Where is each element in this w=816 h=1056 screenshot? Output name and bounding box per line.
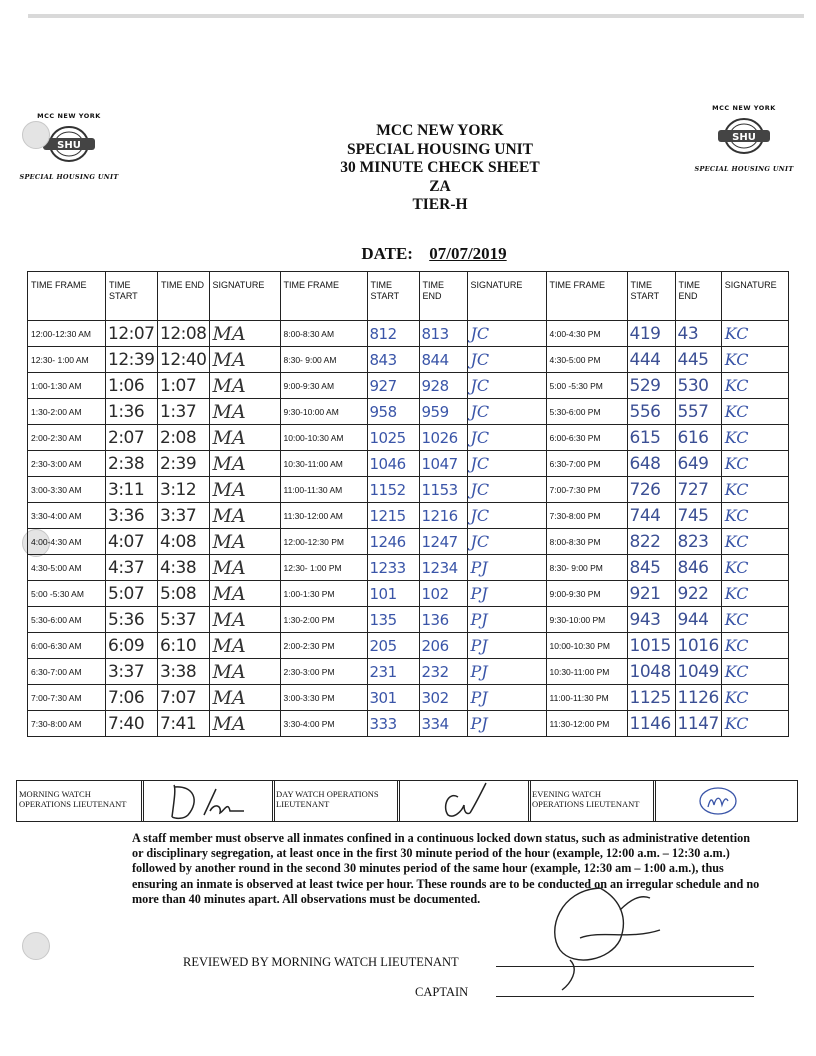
signature-cell: MA xyxy=(209,399,280,425)
time-frame-cell: 10:00-10:30 PM xyxy=(546,633,627,659)
signature-cell: JC xyxy=(467,347,546,373)
signature-cell: JC xyxy=(467,529,546,555)
time-end-cell: 5:08 xyxy=(158,581,210,607)
time-end-cell: 557 xyxy=(675,399,721,425)
time-start-cell: 822 xyxy=(627,529,675,555)
time-frame-cell: 12:00-12:30 AM xyxy=(28,321,106,347)
time-end-cell: 928 xyxy=(419,373,467,399)
day-lieutenant-label: DAY WATCH OPERATIONS LIEUTENANT xyxy=(276,789,379,809)
table-row xyxy=(28,399,789,425)
signature-cell: JC xyxy=(467,399,546,425)
time-end-cell: 616 xyxy=(675,425,721,451)
time-start-cell: 3:36 xyxy=(106,503,158,529)
table-row xyxy=(28,451,789,477)
column-header: SIGNATURE xyxy=(209,272,280,321)
time-start-cell: 726 xyxy=(627,477,675,503)
signature-cell: PJ xyxy=(467,659,546,685)
signature-cell: MA xyxy=(209,607,280,633)
time-start-cell: 333 xyxy=(367,711,419,737)
time-start-cell: 615 xyxy=(627,425,675,451)
signature-cell: MA xyxy=(209,321,280,347)
shu-logo-right xyxy=(689,104,799,173)
time-end-cell: 334 xyxy=(419,711,467,737)
time-end-cell: 302 xyxy=(419,685,467,711)
time-start-cell: 2:38 xyxy=(106,451,158,477)
time-start-cell: 1152 xyxy=(367,477,419,503)
time-end-cell: 1247 xyxy=(419,529,467,555)
column-header: TIME START xyxy=(367,272,419,321)
time-start-cell: 5:36 xyxy=(106,607,158,633)
column-header: TIME START xyxy=(627,272,675,321)
time-frame-cell: 4:30-5:00 AM xyxy=(28,555,106,581)
date-value: 07/07/2019 xyxy=(429,244,507,263)
time-frame-cell: 11:30-12:00 PM xyxy=(546,711,627,737)
time-end-cell: 4:08 xyxy=(158,529,210,555)
time-frame-cell: 1:00-1:30 PM xyxy=(280,581,367,607)
lieutenant-signoff-box xyxy=(16,780,798,822)
table-row xyxy=(28,581,789,607)
table-row xyxy=(28,685,789,711)
signature-cell: KC xyxy=(721,399,788,425)
table-row xyxy=(28,633,789,659)
column-header: TIME END xyxy=(675,272,721,321)
evening-lieutenant-label: EVENING WATCH OPERATIONS LIEUTENANT xyxy=(532,789,640,809)
signature-cell: JC xyxy=(467,321,546,347)
signature-cell: KC xyxy=(721,581,788,607)
shu-seal-icon xyxy=(715,115,773,157)
time-end-cell: 649 xyxy=(675,451,721,477)
reviewer-signature-mark xyxy=(540,880,670,1000)
time-end-cell: 102 xyxy=(419,581,467,607)
time-end-cell: 1016 xyxy=(675,633,721,659)
time-start-cell: 648 xyxy=(627,451,675,477)
table-row xyxy=(28,555,789,581)
time-frame-cell: 6:30-7:00 AM xyxy=(28,659,106,685)
signature-cell: MA xyxy=(209,477,280,503)
time-frame-cell: 9:00-9:30 AM xyxy=(280,373,367,399)
signature-cell: KC xyxy=(721,633,788,659)
time-start-cell: 1048 xyxy=(627,659,675,685)
time-start-cell: 1046 xyxy=(367,451,419,477)
evening-signature-mark xyxy=(656,781,784,821)
time-end-cell: 959 xyxy=(419,399,467,425)
signature-cell: KC xyxy=(721,477,788,503)
time-end-cell: 7:07 xyxy=(158,685,210,711)
time-end-cell: 7:41 xyxy=(158,711,210,737)
time-start-cell: 6:09 xyxy=(106,633,158,659)
signature-cell: PJ xyxy=(467,633,546,659)
signature-cell: KC xyxy=(721,373,788,399)
time-end-cell: 1026 xyxy=(419,425,467,451)
time-start-cell: 843 xyxy=(367,347,419,373)
title-line: ZA xyxy=(429,177,451,195)
time-start-cell: 744 xyxy=(627,503,675,529)
signature-cell: KC xyxy=(721,347,788,373)
time-end-cell: 1:07 xyxy=(158,373,210,399)
time-start-cell: 4:07 xyxy=(106,529,158,555)
title-line: SPECIAL HOUSING UNIT xyxy=(346,140,534,158)
logo-center-text: SHU xyxy=(57,140,81,151)
table-row xyxy=(28,347,789,373)
table-header-row xyxy=(28,272,789,321)
signature-cell: MA xyxy=(209,503,280,529)
table-row xyxy=(28,321,789,347)
table-row xyxy=(28,711,789,737)
signature-cell: MA xyxy=(209,633,280,659)
time-end-cell: 136 xyxy=(419,607,467,633)
time-start-cell: 1125 xyxy=(627,685,675,711)
time-end-cell: 3:38 xyxy=(158,659,210,685)
time-frame-cell: 3:30-4:00 PM xyxy=(280,711,367,737)
time-end-cell: 3:12 xyxy=(158,477,210,503)
time-end-cell: 1234 xyxy=(419,555,467,581)
evening-lieutenant-signature-box xyxy=(653,781,792,821)
column-header: TIME START xyxy=(106,272,158,321)
signature-cell: JC xyxy=(467,503,546,529)
time-frame-cell: 8:30- 9:00 AM xyxy=(280,347,367,373)
time-frame-cell: 9:00-9:30 PM xyxy=(546,581,627,607)
time-start-cell: 3:11 xyxy=(106,477,158,503)
signature-cell: MA xyxy=(209,451,280,477)
day-lieutenant-signature-box xyxy=(397,781,531,821)
time-end-cell: 813 xyxy=(419,321,467,347)
time-start-cell: 812 xyxy=(367,321,419,347)
time-frame-cell: 11:00-11:30 PM xyxy=(546,685,627,711)
time-start-cell: 1025 xyxy=(367,425,419,451)
column-header: TIME FRAME xyxy=(280,272,367,321)
signature-cell: KC xyxy=(721,711,788,737)
signature-cell: KC xyxy=(721,451,788,477)
time-end-cell: 2:08 xyxy=(158,425,210,451)
time-frame-cell: 6:30-7:00 PM xyxy=(546,451,627,477)
instructions-paragraph: A staff member must observe all inmates confined in a continuous locked down status, such as administrative detention or disciplinary segregation, at least once in the first 30 minute period of the hour (example, 12:00 a.m. – 12:30 a.m.) followed by another round in the second 30 minutes period of the same hour (example, 12:30 am – 1:00 a.m.), thus ensuring an inmate is observed at least twice per hour. These rounds are to be conducted on an irregular schedule and no more than 40 minutes apart. All observations must be documented. xyxy=(132,831,760,906)
time-end-cell: 1153 xyxy=(419,477,467,503)
time-start-cell: 958 xyxy=(367,399,419,425)
table-row xyxy=(28,477,789,503)
table-body xyxy=(28,321,789,737)
time-frame-cell: 8:30- 9:00 PM xyxy=(546,555,627,581)
time-frame-cell: 5:30-6:00 PM xyxy=(546,399,627,425)
signature-cell: KC xyxy=(721,529,788,555)
time-end-cell: 530 xyxy=(675,373,721,399)
title-line: MCC NEW YORK xyxy=(376,122,504,139)
column-header: SIGNATURE xyxy=(721,272,788,321)
signature-cell: MA xyxy=(209,685,280,711)
time-frame-cell: 10:00-10:30 AM xyxy=(280,425,367,451)
punch-hole xyxy=(22,932,50,960)
time-start-cell: 4:37 xyxy=(106,555,158,581)
time-end-cell: 1147 xyxy=(675,711,721,737)
time-start-cell: 921 xyxy=(627,581,675,607)
signature-cell: KC xyxy=(721,555,788,581)
time-frame-cell: 4:30-5:00 PM xyxy=(546,347,627,373)
time-end-cell: 1126 xyxy=(675,685,721,711)
signature-cell: KC xyxy=(721,659,788,685)
signature-cell: KC xyxy=(721,607,788,633)
time-frame-cell: 5:30-6:00 AM xyxy=(28,607,106,633)
morning-signature-mark xyxy=(144,781,272,821)
signature-cell: PJ xyxy=(467,685,546,711)
signature-cell: KC xyxy=(721,321,788,347)
time-frame-cell: 2:00-2:30 AM xyxy=(28,425,106,451)
signature-cell: JC xyxy=(467,373,546,399)
signature-cell: MA xyxy=(209,373,280,399)
signature-cell: PJ xyxy=(467,581,546,607)
reviewed-by-label: REVIEWED BY MORNING WATCH LIEUTENANT xyxy=(183,955,459,969)
time-end-cell: 1:37 xyxy=(158,399,210,425)
time-frame-cell: 7:00-7:30 AM xyxy=(28,685,106,711)
morning-lieutenant-signature-box xyxy=(141,781,275,821)
column-header: TIME END xyxy=(419,272,467,321)
time-start-cell: 1233 xyxy=(367,555,419,581)
signature-cell: MA xyxy=(209,347,280,373)
check-table xyxy=(27,271,789,737)
time-start-cell: 135 xyxy=(367,607,419,633)
title-line: 30 MINUTE CHECK SHEET xyxy=(340,159,540,176)
time-frame-cell: 6:00-6:30 PM xyxy=(546,425,627,451)
time-end-cell: 445 xyxy=(675,347,721,373)
time-frame-cell: 11:30-12:00 AM xyxy=(280,503,367,529)
time-start-cell: 1246 xyxy=(367,529,419,555)
time-start-cell: 529 xyxy=(627,373,675,399)
time-start-cell: 301 xyxy=(367,685,419,711)
time-frame-cell: 12:30- 1:00 AM xyxy=(28,347,106,373)
time-end-cell: 1216 xyxy=(419,503,467,529)
time-end-cell: 2:39 xyxy=(158,451,210,477)
time-frame-cell: 7:30-8:00 AM xyxy=(28,711,106,737)
time-frame-cell: 8:00-8:30 PM xyxy=(546,529,627,555)
signature-cell: MA xyxy=(209,659,280,685)
time-frame-cell: 7:00-7:30 PM xyxy=(546,477,627,503)
morning-lieutenant-label: MORNING WATCH OPERATIONS LIEUTENANT xyxy=(19,789,127,809)
time-end-cell: 4:38 xyxy=(158,555,210,581)
time-start-cell: 7:40 xyxy=(106,711,158,737)
time-start-cell: 205 xyxy=(367,633,419,659)
time-end-cell: 232 xyxy=(419,659,467,685)
captain-label: CAPTAIN xyxy=(415,985,469,999)
scan-edge xyxy=(28,14,804,18)
time-frame-cell: 9:30-10:00 AM xyxy=(280,399,367,425)
time-frame-cell: 3:00-3:30 AM xyxy=(28,477,106,503)
time-start-cell: 2:07 xyxy=(106,425,158,451)
time-start-cell: 419 xyxy=(627,321,675,347)
time-frame-cell: 8:00-8:30 AM xyxy=(280,321,367,347)
time-start-cell: 444 xyxy=(627,347,675,373)
column-header: TIME END xyxy=(158,272,210,321)
time-end-cell: 944 xyxy=(675,607,721,633)
signature-cell: MA xyxy=(209,555,280,581)
time-frame-cell: 4:00-4:30 AM xyxy=(28,529,106,555)
time-frame-cell: 10:30-11:00 AM xyxy=(280,451,367,477)
logo-top-text: MCC NEW YORK xyxy=(37,112,101,120)
time-end-cell: 1047 xyxy=(419,451,467,477)
time-end-cell: 3:37 xyxy=(158,503,210,529)
time-start-cell: 1:06 xyxy=(106,373,158,399)
time-frame-cell: 5:00 -5:30 AM xyxy=(28,581,106,607)
time-frame-cell: 1:30-2:00 PM xyxy=(280,607,367,633)
time-frame-cell: 3:00-3:30 PM xyxy=(280,685,367,711)
time-end-cell: 727 xyxy=(675,477,721,503)
time-frame-cell: 6:00-6:30 AM xyxy=(28,633,106,659)
time-start-cell: 3:37 xyxy=(106,659,158,685)
time-frame-cell: 2:00-2:30 PM xyxy=(280,633,367,659)
time-start-cell: 5:07 xyxy=(106,581,158,607)
time-end-cell: 846 xyxy=(675,555,721,581)
time-end-cell: 823 xyxy=(675,529,721,555)
time-frame-cell: 3:30-4:00 AM xyxy=(28,503,106,529)
logo-bottom-text: SPECIAL HOUSING UNIT xyxy=(19,173,119,181)
signature-cell: MA xyxy=(209,529,280,555)
time-end-cell: 6:10 xyxy=(158,633,210,659)
time-end-cell: 922 xyxy=(675,581,721,607)
time-end-cell: 12:40 xyxy=(158,347,210,373)
table-row xyxy=(28,425,789,451)
table-row xyxy=(28,503,789,529)
logo-bottom-text: SPECIAL HOUSING UNIT xyxy=(694,165,794,173)
time-start-cell: 1:36 xyxy=(106,399,158,425)
time-frame-cell: 1:00-1:30 AM xyxy=(28,373,106,399)
time-end-cell: 844 xyxy=(419,347,467,373)
signature-cell: PJ xyxy=(467,555,546,581)
punch-hole xyxy=(22,121,50,149)
signature-cell: PJ xyxy=(467,711,546,737)
logo-center-text: SHU xyxy=(732,132,756,143)
signature-cell: MA xyxy=(209,425,280,451)
title-line: TIER-H xyxy=(412,196,468,213)
signature-cell: MA xyxy=(209,711,280,737)
time-frame-cell: 2:30-3:00 PM xyxy=(280,659,367,685)
sheet-title xyxy=(250,122,630,215)
signature-cell: JC xyxy=(467,477,546,503)
time-end-cell: 745 xyxy=(675,503,721,529)
signature-cell: JC xyxy=(467,425,546,451)
time-start-cell: 1146 xyxy=(627,711,675,737)
logo-top-text: MCC NEW YORK xyxy=(712,104,776,112)
time-start-cell: 12:07 xyxy=(106,321,158,347)
time-start-cell: 7:06 xyxy=(106,685,158,711)
time-start-cell: 556 xyxy=(627,399,675,425)
time-start-cell: 231 xyxy=(367,659,419,685)
time-frame-cell: 11:00-11:30 AM xyxy=(280,477,367,503)
signature-cell: PJ xyxy=(467,607,546,633)
time-start-cell: 1015 xyxy=(627,633,675,659)
signature-cell: KC xyxy=(721,425,788,451)
time-end-cell: 12:08 xyxy=(158,321,210,347)
column-header: TIME FRAME xyxy=(28,272,106,321)
time-frame-cell: 4:00-4:30 PM xyxy=(546,321,627,347)
time-frame-cell: 12:00-12:30 PM xyxy=(280,529,367,555)
time-start-cell: 845 xyxy=(627,555,675,581)
time-start-cell: 101 xyxy=(367,581,419,607)
table-row xyxy=(28,607,789,633)
date-line xyxy=(250,244,630,264)
time-frame-cell: 2:30-3:00 AM xyxy=(28,451,106,477)
time-end-cell: 206 xyxy=(419,633,467,659)
time-frame-cell: 1:30-2:00 AM xyxy=(28,399,106,425)
time-start-cell: 927 xyxy=(367,373,419,399)
time-start-cell: 12:39 xyxy=(106,347,158,373)
day-signature-mark xyxy=(400,781,528,821)
time-end-cell: 1049 xyxy=(675,659,721,685)
column-header: SIGNATURE xyxy=(467,272,546,321)
table-row xyxy=(28,659,789,685)
signature-cell: MA xyxy=(209,581,280,607)
time-frame-cell: 9:30-10:00 PM xyxy=(546,607,627,633)
signature-cell: KC xyxy=(721,503,788,529)
time-start-cell: 943 xyxy=(627,607,675,633)
signature-cell: KC xyxy=(721,685,788,711)
time-end-cell: 43 xyxy=(675,321,721,347)
time-frame-cell: 5:00 -5:30 PM xyxy=(546,373,627,399)
time-frame-cell: 12:30- 1:00 PM xyxy=(280,555,367,581)
date-label: DATE: xyxy=(361,244,413,263)
time-frame-cell: 7:30-8:00 PM xyxy=(546,503,627,529)
time-frame-cell: 10:30-11:00 PM xyxy=(546,659,627,685)
time-start-cell: 1215 xyxy=(367,503,419,529)
signature-cell: JC xyxy=(467,451,546,477)
table-row xyxy=(28,373,789,399)
time-end-cell: 5:37 xyxy=(158,607,210,633)
column-header: TIME FRAME xyxy=(546,272,627,321)
table-row xyxy=(28,529,789,555)
